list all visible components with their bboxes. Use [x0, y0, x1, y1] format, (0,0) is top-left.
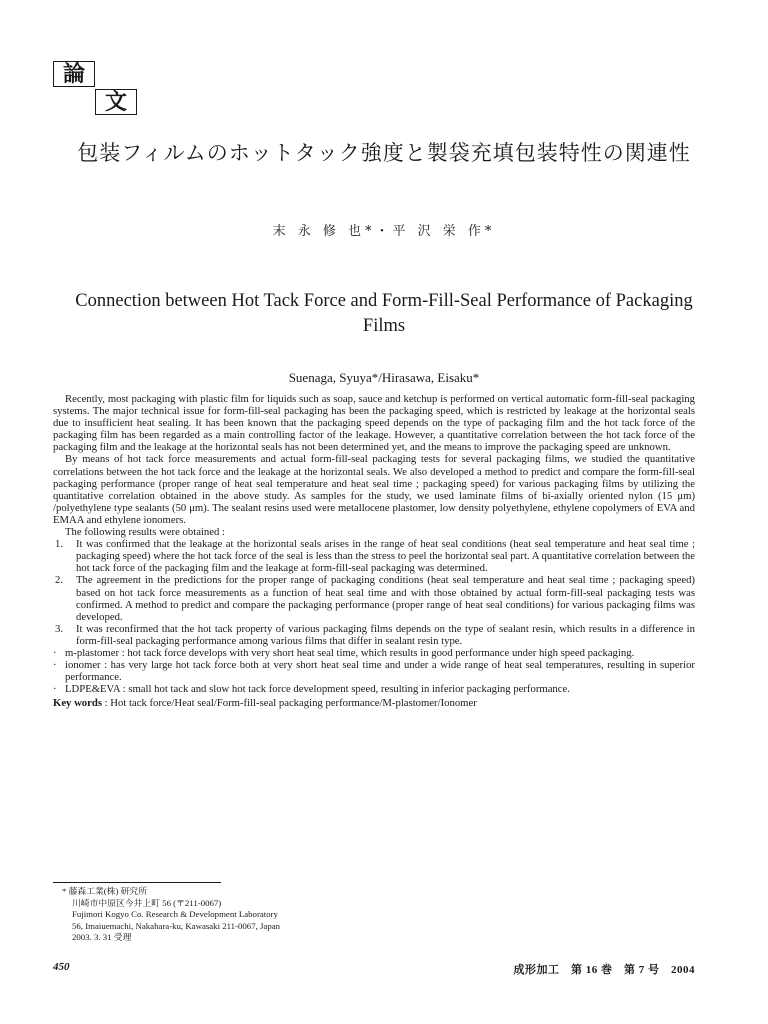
label-char-bun: 文	[95, 89, 137, 115]
bullet-text: ionomer : has very large hot tack force both at very short heat seal time and under a wide range of heat seal temperatures, resulting in superior performance.	[65, 659, 695, 684]
keywords-label: Key words	[53, 697, 102, 710]
list-number: 2.	[55, 574, 64, 587]
abstract	[53, 393, 695, 709]
list-number: 3.	[55, 622, 64, 635]
resin-bullet-list	[53, 647, 695, 695]
results-list	[53, 538, 695, 647]
list-number: 1.	[55, 538, 64, 551]
bullet-item	[53, 647, 695, 659]
keywords-text: : Hot tack force/Heat seal/Form-fill-seal packaging performance/M-plastomer/Ionomer	[101, 697, 477, 710]
footnote-divider	[53, 882, 221, 883]
abstract-paragraph-2: By means of hot tack force measurements and actual form-fill-seal packaging tests for several packaging films, we studied the quantitative correlations between the hot tack force and the leakage at the horizontal seals. We also developed a method to predict and compare the form-fill-seal packaging performance (proper range of heat seal temperature and heat seal time ; packaging speed) for various packaging films by utilizing the quantitative correlation obtained in the above study. As samples for the study, we used laminate films of bi-axially oriented nylon (15 μm) /polyethylene type sealants (50 μm). The sealant resins used were metallocene plastomer, low density polyethylene, ethylene copolymers of EVA and EMAA and ethylene ionomers.	[53, 453, 695, 526]
list-text: It was reconfirmed that the hot tack property of various packaging films depends on the type of sealant resin, which results in a difference in form-fill-seal packaging performance among various films that differ in sealant resin type.	[76, 622, 695, 647]
footnote-affiliation-en: Fujimori Kogyo Co. Research & Development Laboratory	[72, 909, 278, 919]
footnote-affiliation-jp: * 藤森工業(株) 研究所	[62, 886, 148, 896]
page-number: 450	[53, 961, 70, 973]
bullet-text: LDPE&EVA : small hot tack and slow hot tack force development speed, resulting in inferior packaging performance.	[65, 683, 570, 696]
list-text: The agreement in the predictions for the proper range of packaging conditions (heat seal temperature and heat seal time ; packaging speed) based on hot tack force measurements as a function of heat seal time and with those obtained by actual form-fill-seal packaging tests was confirmed. A method to predict and compare the packaging performance (proper range of heat seal conditions) for various packaging films was developed.	[76, 574, 695, 623]
keywords	[53, 697, 695, 709]
results-list-item	[53, 623, 695, 647]
list-text: It was confirmed that the leakage at the horizontal seals arises in the range of heat seal conditions (heat seal temperature and heat seal time ; packaging speed) where the hot tack force of the seal is less than the stress to peel the horizontal seal part. A quantitative correlation between the hot tack force of the packaging film and the leakage at form-fill-seal packaging was determined.	[76, 538, 695, 575]
footnote	[62, 886, 462, 944]
article-type-label	[53, 61, 141, 117]
english-title: Connection between Hot Tack Force and Form-Fill-Seal Performance of Packaging Films	[75, 291, 693, 336]
japanese-title: 包装フィルムのホットタック強度と製袋充填包装特性の関連性	[77, 141, 691, 165]
japanese-authors: 末 永 修 也*・平 沢 栄 作*	[272, 224, 496, 239]
abstract-paragraph-3: The following results were obtained :	[65, 526, 225, 539]
bullet-item	[53, 683, 695, 695]
journal-citation: 成形加工 第 16 巻 第 7 号 2004	[513, 964, 695, 976]
bullet-mark: ·	[53, 683, 57, 696]
footnote-address-en: 56, Imaiuemachi, Nakahara-ku, Kawasaki 211-0067, Japan	[72, 920, 281, 931]
bullet-item	[53, 659, 695, 683]
label-char-ron: 論	[53, 61, 95, 87]
results-list-item	[53, 538, 695, 574]
bullet-mark: ·	[53, 659, 57, 672]
english-authors: Suenaga, Syuya*/Hirasawa, Eisaku*	[288, 370, 480, 385]
footnote-address-jp: 川崎市中原区今井上町 56 (〒211-0067)	[72, 897, 222, 908]
bullet-text: m-plastomer : hot tack force develops with very short heat seal time, which results in good performance under high speed packaging.	[65, 646, 635, 659]
results-list-item	[53, 574, 695, 622]
abstract-paragraph-1: Recently, most packaging with plastic film for liquids such as soap, sauce and ketchup is performed on vertical automatic form-fill-seal packaging systems. The major technical issue for form-fill-seal packaging has been the packaging speed, which is restricted by leakage at the horizontal seals due to insufficient heat sealing. It has been known that the packaging speed depends on the type of packaging film and the hot tack force of the packaging film has been regarded as a main controlling factor of the leakage. However, a quantitative correlation between the hot tack force of the packaging film and the leakage at the horizontal seals has not been determined yet, and the means to improve the packaging speed are unknown.	[53, 393, 695, 454]
bullet-mark: ·	[53, 646, 57, 659]
footnote-received-date: 2003. 3. 31 受理	[72, 932, 132, 942]
